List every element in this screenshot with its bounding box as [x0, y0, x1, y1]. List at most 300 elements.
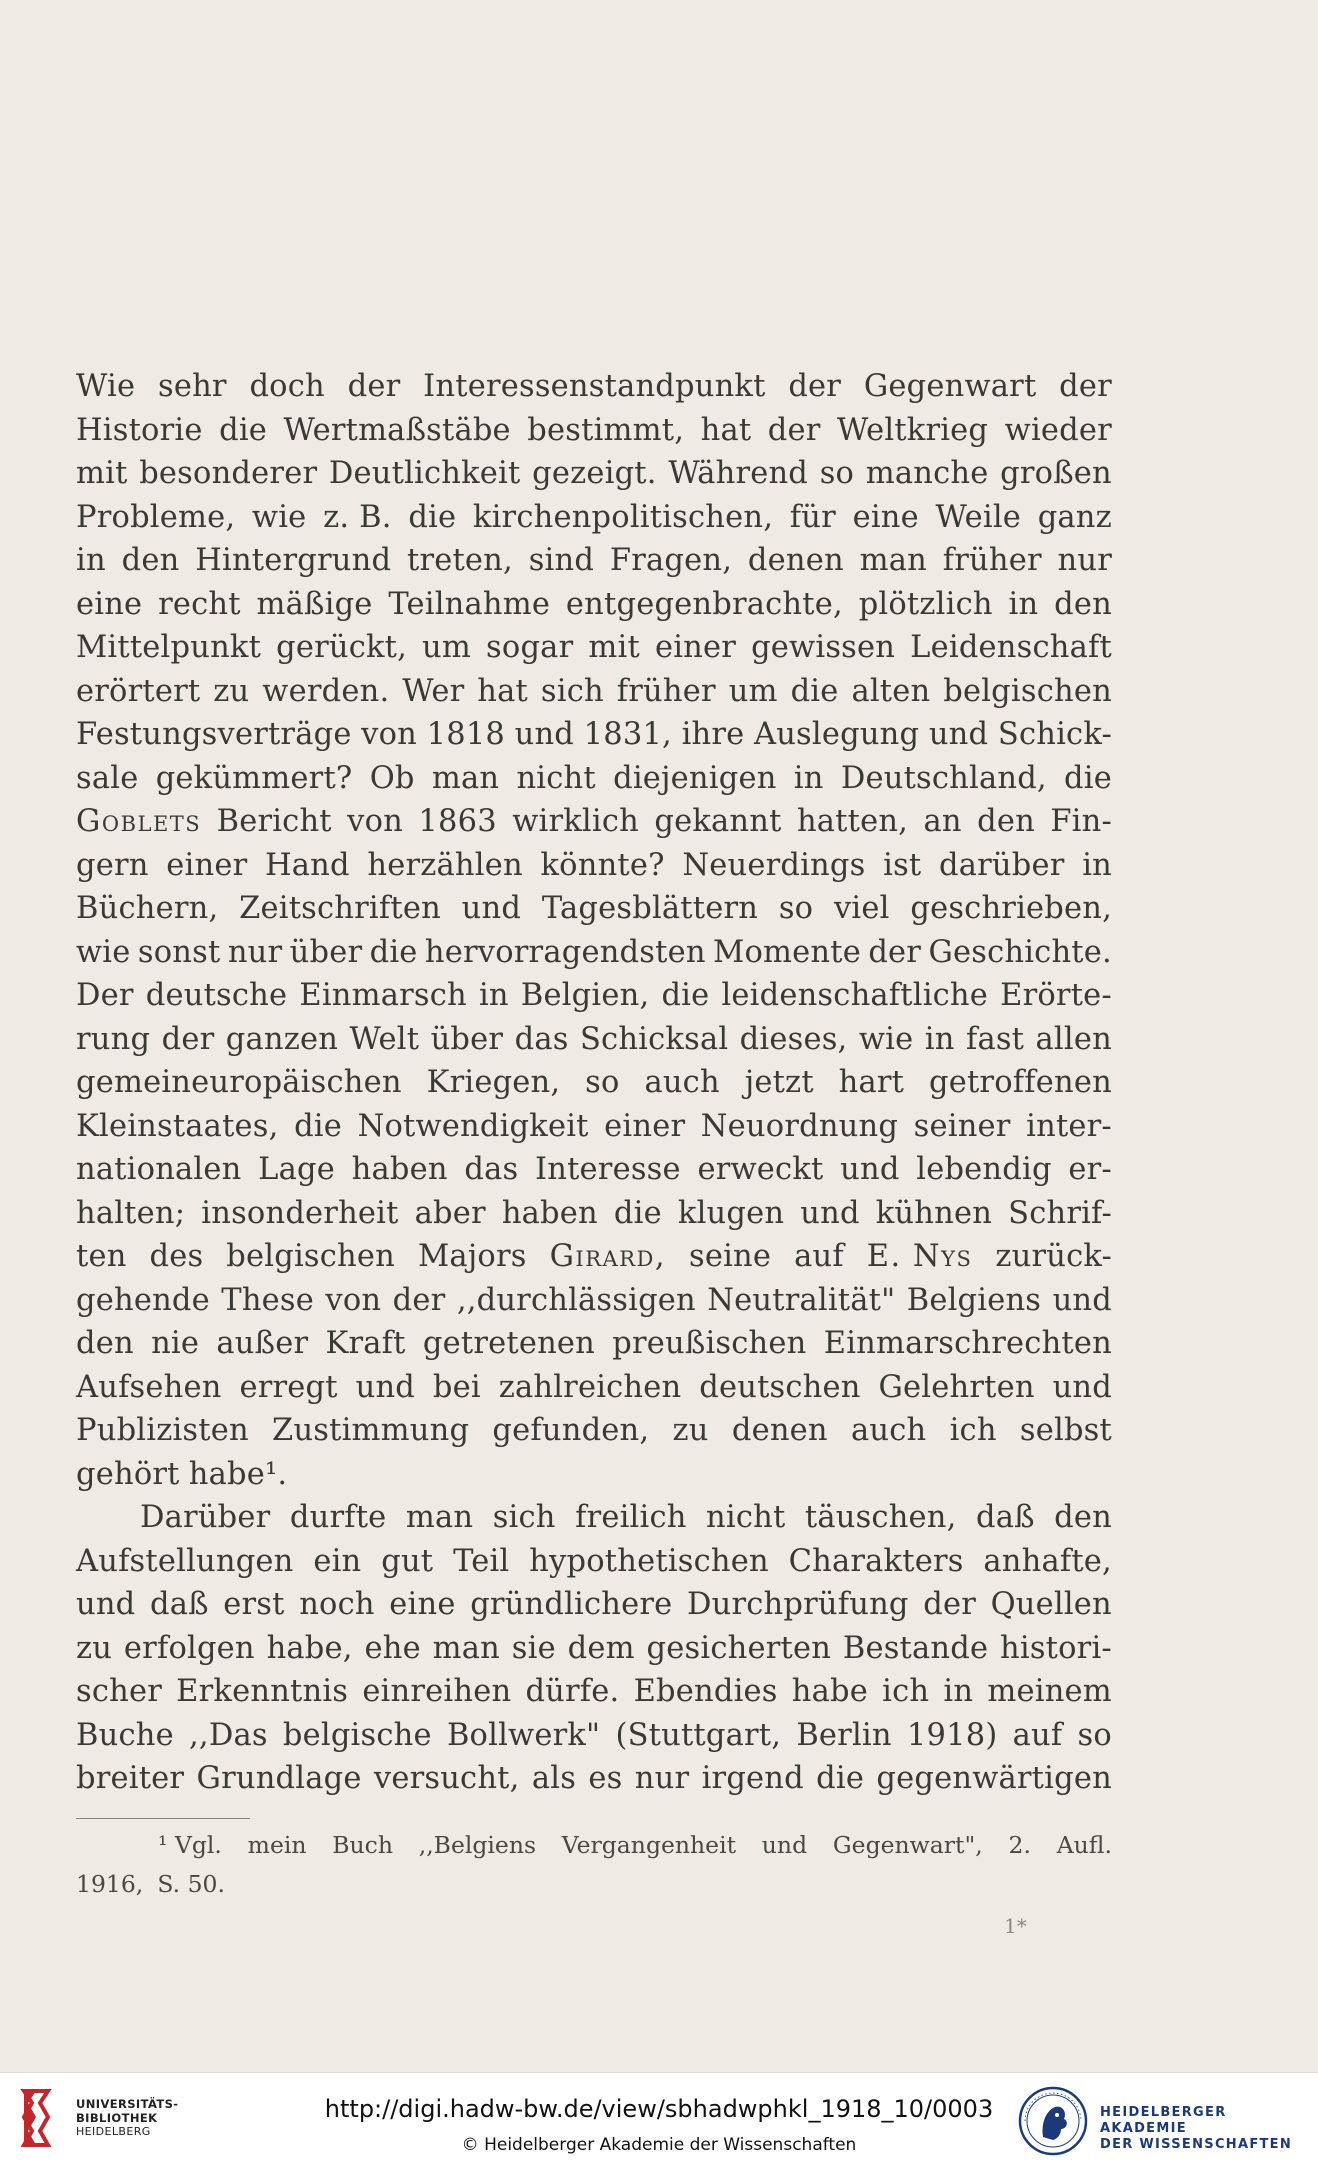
word: seine — [689, 1239, 772, 1274]
word: Bestande — [842, 1630, 989, 1666]
word: die — [1064, 760, 1112, 796]
word: von — [347, 804, 403, 839]
word: und — [800, 1195, 860, 1231]
word: täuschen, — [804, 1500, 957, 1535]
word: Neuordnung — [700, 1108, 899, 1144]
word: nie — [151, 1326, 200, 1361]
library-name-line-3: HEIDELBERG — [76, 2125, 151, 2138]
word: gehört — [76, 1456, 180, 1492]
word: man — [859, 543, 927, 578]
word: getroffenen — [929, 1065, 1112, 1100]
word: so — [778, 891, 814, 926]
word: Geschichte. — [928, 934, 1112, 970]
word: Ob — [369, 760, 415, 796]
paragraph-2-line — [76, 1757, 1112, 1801]
word: hat — [700, 412, 752, 448]
word: Majors — [417, 1239, 527, 1274]
word: hervorragendsten — [424, 934, 706, 970]
printer-signature-mark: 1* — [1004, 1914, 1027, 1938]
word: außer — [216, 1326, 309, 1361]
word: jetzt — [744, 1065, 814, 1100]
word: ganzen — [225, 1021, 339, 1057]
footnote-word: ,,Belgiens — [418, 1831, 537, 1859]
word: nicht — [516, 760, 596, 796]
paragraph-1-line — [76, 409, 1112, 453]
word: Bollwerk" — [446, 1717, 601, 1753]
word: gehende — [76, 1282, 210, 1318]
word: der — [788, 369, 842, 404]
word: großen — [1000, 456, 1112, 491]
word: Auslegung — [753, 717, 920, 752]
word: und — [76, 1587, 136, 1622]
word: zahlreichen — [498, 1369, 682, 1405]
word: Leidenschaft — [910, 630, 1112, 665]
word: der — [392, 1282, 446, 1318]
word: manche — [865, 456, 989, 491]
paragraph-1-line — [76, 539, 1112, 583]
paragraph-2-line — [76, 1540, 1112, 1584]
word: zu — [213, 673, 250, 709]
word: 1863 — [418, 804, 497, 839]
word: wieder — [1004, 412, 1112, 448]
paragraph-1-line — [76, 757, 1112, 801]
academy-seal-icon — [1017, 2085, 1089, 2157]
word: eine — [389, 1587, 456, 1622]
word: werden. — [262, 673, 390, 709]
word: Buche — [76, 1717, 174, 1753]
paragraph-2-line — [76, 1627, 1112, 1671]
word: einer — [654, 630, 737, 665]
word: habe, — [266, 1630, 353, 1666]
paragraph-1-line — [76, 1453, 1112, 1497]
word: einer — [166, 847, 248, 883]
word: die — [219, 412, 268, 448]
word: ,,Das — [189, 1717, 268, 1753]
word: er- — [1068, 1152, 1112, 1187]
academy-name-line-1: HEIDELBERGER AKADEMIE — [1100, 2105, 1227, 2136]
footnote-word: Aufl. — [1056, 1831, 1112, 1859]
word: herzählen — [367, 847, 523, 883]
footnote-word: 1916, — [76, 1870, 144, 1898]
paragraph-1-line — [76, 1192, 1112, 1236]
word: Zustimmung — [272, 1413, 470, 1448]
word: auch — [644, 1065, 720, 1100]
copyright-notice: © Heidelberger Akademie der Wissenschaften — [461, 2135, 857, 2155]
paragraph-2-line — [76, 1714, 1112, 1758]
word: Belgiens — [906, 1282, 1042, 1318]
word: z. B. — [323, 499, 392, 535]
word: könnte? — [540, 847, 665, 883]
word: gewissen — [751, 630, 896, 665]
word: Kraft — [325, 1326, 406, 1361]
footnote-line — [76, 1865, 1112, 1904]
word: einreihen — [362, 1674, 512, 1709]
word: sale — [76, 760, 139, 796]
word: Ebendies — [633, 1674, 778, 1709]
word: in — [924, 1021, 955, 1057]
paragraph-1-line — [76, 583, 1112, 627]
word: haben — [501, 1195, 598, 1231]
word: man — [431, 760, 500, 796]
word: ,,durchlässigen — [456, 1282, 696, 1318]
footnote-word: S. 50. — [157, 1870, 225, 1898]
paragraph-1-line — [76, 844, 1112, 888]
footnote-word: mein — [247, 1831, 307, 1859]
word: nicht — [706, 1500, 786, 1535]
paragraph-1-line — [76, 496, 1112, 540]
word: hypothetischen — [529, 1543, 769, 1579]
paragraph-2-line — [76, 1496, 1112, 1540]
word: und — [461, 891, 522, 926]
word: E. Nys — [866, 1239, 973, 1274]
word: Der — [76, 978, 134, 1013]
word: Fin- — [1050, 804, 1112, 839]
word: ist — [883, 847, 922, 883]
footnotes — [76, 1826, 1112, 1904]
word: der — [161, 1021, 215, 1057]
word: des — [149, 1239, 204, 1274]
word: an — [923, 804, 962, 839]
word: dieses, — [739, 1021, 848, 1057]
word: ich — [882, 1674, 930, 1709]
word: sehr — [157, 369, 227, 404]
word: getretenen — [422, 1326, 596, 1361]
word: gekümmert? — [155, 760, 353, 796]
word: meinem — [987, 1674, 1112, 1709]
word: daß — [976, 1500, 1035, 1535]
word: nur — [634, 1761, 690, 1796]
word: haben — [351, 1152, 448, 1187]
word: die — [294, 1108, 343, 1144]
word: so — [819, 456, 855, 491]
word: die — [790, 673, 839, 709]
word: belgischen — [943, 673, 1112, 709]
word: Publizisten — [76, 1413, 249, 1448]
word: Gelehrten — [878, 1369, 1035, 1405]
word: die — [661, 978, 710, 1013]
word: Tagesblättern — [541, 891, 759, 926]
word: (Stuttgart, — [615, 1717, 782, 1753]
footnote-word: 2. — [1008, 1831, 1031, 1859]
word: Teil — [453, 1543, 510, 1579]
word: erfolgen — [123, 1630, 255, 1666]
word: und — [840, 1152, 900, 1187]
word: sonst — [137, 934, 221, 970]
paragraph-1-line — [76, 452, 1112, 496]
word: die — [408, 499, 457, 535]
paragraph-1-line — [76, 1018, 1112, 1062]
word: zu — [672, 1413, 709, 1448]
word: erregt — [239, 1369, 338, 1405]
word: man — [432, 1630, 500, 1666]
word: plötzlich — [858, 586, 993, 622]
academy-name-line-2: DER WISSENSCHAFTEN — [1100, 2137, 1293, 2152]
paragraph-1-line — [76, 1279, 1112, 1323]
word: man — [405, 1500, 474, 1535]
word: wirklich — [512, 804, 639, 839]
word: Wer — [402, 673, 465, 709]
paragraph-1-line — [76, 1105, 1112, 1149]
paragraph-1-line — [76, 713, 1112, 757]
word: nationalen — [76, 1152, 242, 1187]
word: Hand — [265, 847, 350, 883]
word: mit — [588, 630, 640, 665]
word: und — [1052, 1369, 1112, 1405]
word: Zeitschriften — [239, 891, 441, 926]
word: ehe — [364, 1630, 421, 1666]
word: Festungsverträge — [76, 717, 352, 752]
word: und — [928, 717, 989, 752]
word: der — [923, 1587, 976, 1622]
word: Darüber — [140, 1500, 271, 1535]
word: wie — [251, 499, 307, 535]
paragraph-1-line — [76, 800, 1112, 844]
word: wie — [858, 1021, 914, 1057]
word: aber — [414, 1195, 486, 1231]
word: Deutschland, — [840, 760, 1047, 796]
word: Bericht — [216, 804, 332, 839]
word: ihre — [681, 717, 745, 752]
word: Momente — [713, 934, 861, 970]
word: freilich — [575, 1500, 687, 1535]
paragraph-1-line — [76, 887, 1112, 931]
page-url-link[interactable]: http://digi.hadw-bw.de/view/sbhadwphkl_1918_10/0003 — [324, 2095, 994, 2123]
word: entgegenbrachte, — [565, 586, 843, 622]
word: mäßige — [256, 586, 373, 622]
word: bei — [432, 1369, 481, 1405]
word: besonderer — [139, 456, 318, 491]
word: von — [361, 717, 418, 752]
word: in — [943, 1674, 974, 1709]
word: eine — [852, 499, 919, 535]
word: Probleme, — [76, 499, 236, 535]
word: früher — [616, 673, 716, 709]
word: und — [1052, 1282, 1112, 1318]
word: Büchern, — [76, 891, 219, 926]
word: halten; — [76, 1195, 186, 1231]
word: Während — [668, 456, 809, 491]
word: Deutlichkeit — [328, 456, 521, 491]
word: sie — [511, 1630, 556, 1666]
word: mit — [76, 456, 128, 491]
paragraph-1-line — [76, 1061, 1112, 1105]
word: fast — [965, 1021, 1025, 1057]
word: 1918) — [906, 1717, 998, 1753]
word: Einmarschrechten — [823, 1326, 1112, 1361]
word: Interessenstandpunkt — [423, 369, 766, 404]
word: so — [1077, 1717, 1112, 1753]
word: belgische — [282, 1717, 432, 1753]
word: Durchprüfung — [687, 1587, 909, 1622]
word: nur — [227, 934, 283, 970]
footnote-word: Buch — [332, 1831, 393, 1859]
word: Berlin — [796, 1717, 892, 1753]
word: in — [1008, 586, 1039, 622]
word: dem — [567, 1630, 635, 1666]
paragraph-1-line — [76, 931, 1112, 975]
paragraph-1-line — [76, 670, 1112, 714]
word: Schicksal — [579, 1021, 729, 1057]
word: gut — [381, 1543, 434, 1579]
word: gesicherten — [646, 1630, 832, 1666]
word: lebendig — [916, 1152, 1052, 1187]
word: alten — [851, 673, 931, 709]
word: insonderheit — [201, 1195, 399, 1231]
word: Hintergrund — [195, 543, 392, 578]
footnote-line — [76, 1826, 1112, 1865]
word: noch — [299, 1587, 375, 1622]
word: Quellen — [990, 1587, 1112, 1622]
word: sich — [492, 1500, 556, 1535]
word: die — [816, 1761, 865, 1796]
word: preußischen — [612, 1326, 807, 1361]
word: und — [514, 717, 575, 752]
word: irgend — [701, 1761, 804, 1796]
word: Goblets — [76, 804, 202, 839]
word: breiter — [76, 1761, 185, 1796]
library-name-line-2: BIBLIOTHEK — [76, 2111, 158, 2125]
word: eine — [76, 586, 143, 622]
academy-name — [1100, 2105, 1318, 2153]
word: darüber — [939, 847, 1065, 883]
word: ein — [313, 1543, 362, 1579]
word: so — [585, 1065, 620, 1100]
word: und — [355, 1369, 416, 1405]
paragraph-2-line — [76, 1583, 1112, 1627]
word: Wie — [76, 369, 136, 404]
word: in — [1082, 847, 1112, 883]
word: habe — [791, 1674, 868, 1709]
word: sich — [540, 673, 604, 709]
paragraph-1-line — [76, 1322, 1112, 1366]
word: kirchenpolitischen, — [472, 499, 774, 535]
word: wie — [76, 934, 131, 970]
word: gemeineuropäischen — [76, 1065, 402, 1100]
word: der — [347, 369, 401, 404]
word: sogar — [486, 630, 574, 665]
word: bestimmt, — [527, 412, 685, 448]
word: Teilnahme — [388, 586, 551, 622]
word: daß — [150, 1587, 209, 1622]
word: treten, — [406, 543, 513, 578]
word: denen — [731, 1413, 828, 1448]
paragraph-1-line — [76, 1409, 1112, 1453]
word: Gegenwart — [863, 369, 1037, 404]
word: Wertmaßstäbe — [283, 412, 511, 448]
word: der — [1059, 369, 1112, 404]
word: versucht, — [373, 1761, 520, 1796]
word: in — [76, 543, 106, 578]
word: über — [430, 1021, 504, 1057]
word: Weltkrieg — [837, 412, 989, 448]
word: ganz — [1037, 499, 1112, 535]
word: histori- — [1000, 1630, 1112, 1666]
word: auch — [851, 1413, 927, 1448]
word: Mittelpunkt — [76, 630, 262, 665]
word: doch — [249, 369, 325, 404]
word: allen — [1035, 1021, 1112, 1057]
word: Interesse — [535, 1152, 681, 1187]
word: gezeigt. — [532, 456, 657, 491]
word: ich — [949, 1413, 997, 1448]
word: deutschen — [699, 1369, 861, 1405]
word: um — [728, 673, 778, 709]
word: erweckt — [697, 1152, 824, 1187]
paragraph-1-line — [76, 1148, 1112, 1192]
paragraph-2-line — [76, 1670, 1112, 1714]
word: Schrif- — [1008, 1195, 1112, 1231]
word: erörtert — [76, 673, 201, 709]
word: gegenwärtigen — [876, 1761, 1112, 1796]
word: inter- — [1026, 1108, 1112, 1144]
word: gründlichere — [470, 1587, 673, 1622]
word: habe¹. — [188, 1456, 288, 1492]
word: 1831, — [583, 717, 672, 752]
footnote-word: ¹ Vgl. — [158, 1831, 222, 1859]
footnote-word: Gegenwart", — [832, 1831, 983, 1859]
word: erst — [223, 1587, 285, 1622]
word: These — [221, 1282, 315, 1318]
word: 1818 — [426, 717, 506, 752]
word: den — [977, 804, 1035, 839]
viewer-footer — [0, 2072, 1318, 2168]
word: den — [121, 543, 180, 578]
word: zu — [76, 1630, 113, 1666]
main-text — [76, 365, 1112, 1801]
word: rung — [76, 1021, 151, 1057]
word: von — [325, 1282, 382, 1318]
word: einer — [604, 1108, 686, 1144]
word: der — [868, 934, 922, 970]
word: über — [289, 934, 363, 970]
word: auf — [1012, 1717, 1063, 1753]
word: anhafte, — [983, 1543, 1112, 1579]
word: seiner — [913, 1108, 1011, 1144]
word: die — [369, 934, 418, 970]
word: Weile — [935, 499, 1022, 535]
word: Schick- — [997, 717, 1112, 752]
word: sind — [528, 543, 595, 578]
word: durfte — [289, 1500, 387, 1535]
word: diejenigen — [613, 760, 777, 796]
word: recht — [158, 586, 241, 622]
word: gern — [76, 847, 149, 883]
paragraph-1-line — [76, 974, 1112, 1018]
word: zurück- — [995, 1239, 1112, 1274]
word: in — [793, 760, 824, 796]
word: viel — [834, 891, 890, 926]
word: Notwendigkeit — [357, 1108, 589, 1144]
word: gekannt — [654, 804, 782, 839]
word: geschrieben, — [910, 891, 1112, 926]
word: für — [789, 499, 836, 535]
word: Charakters — [788, 1543, 964, 1579]
word: früher — [942, 543, 1042, 578]
paragraph-1-line — [76, 365, 1112, 409]
library-name-line-1: UNIVERSITÄTS- — [76, 2097, 179, 2111]
word: Kriegen, — [426, 1065, 561, 1100]
word: gerückt, — [276, 630, 408, 665]
word: Belgien, — [520, 978, 650, 1013]
word: in — [478, 978, 509, 1013]
word: Erkenntnis — [176, 1674, 349, 1709]
word: Fragen, — [609, 543, 733, 578]
word: Aufsehen — [76, 1369, 222, 1405]
paragraph-1-line — [76, 1235, 1112, 1279]
word: auf — [794, 1239, 844, 1274]
paragraph-1-line — [76, 626, 1112, 670]
word: die — [613, 1195, 662, 1231]
